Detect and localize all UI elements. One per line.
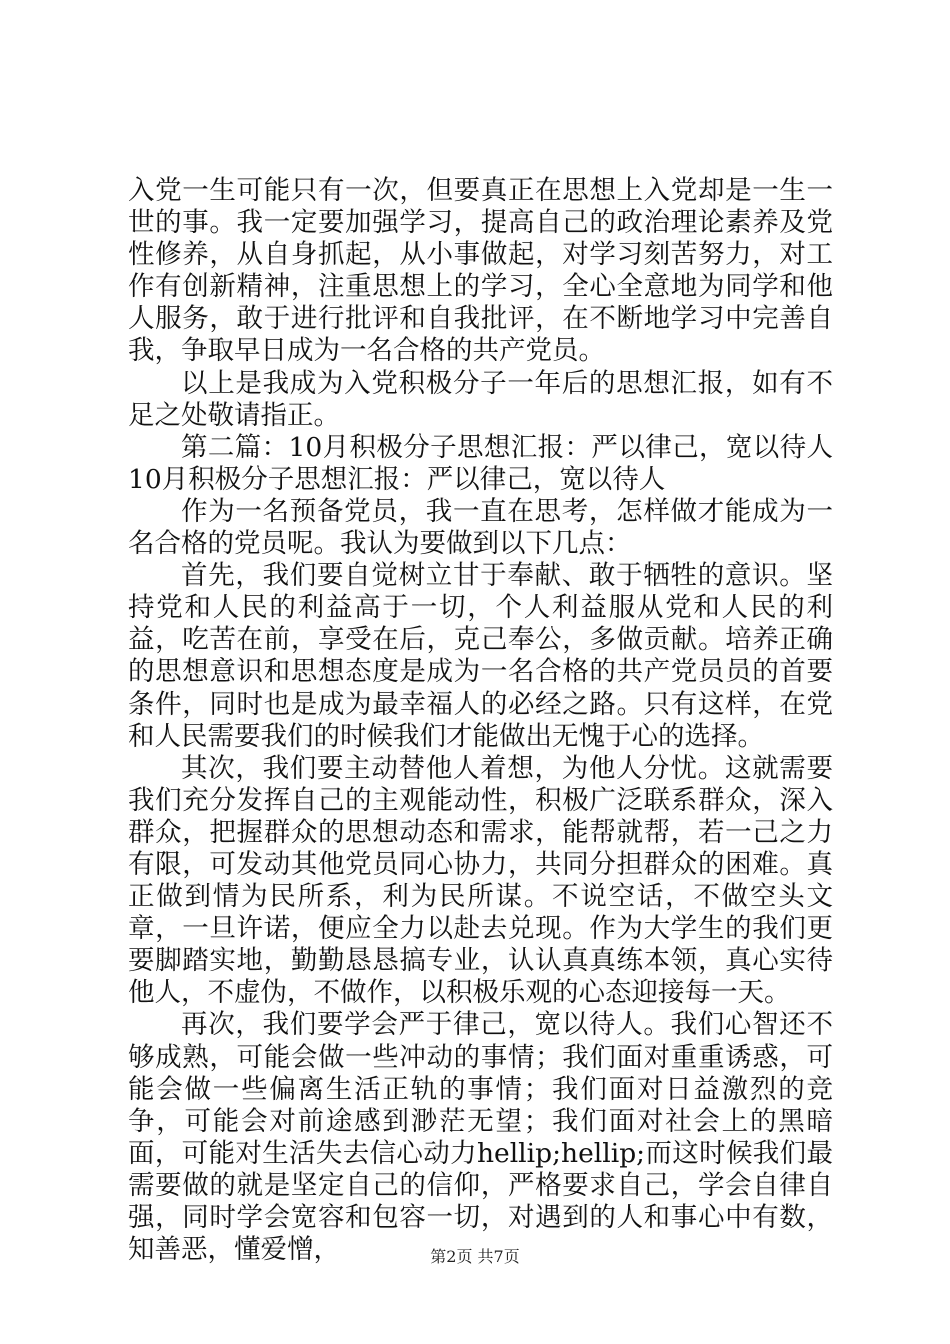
paragraph-5: 其次，我们要主动替他人着想，为他人分忧。这就需要我们充分发挥自己的主观能动性，积极广泛联系群众，深入群众，把握群众的思想动态和需求，能帮就帮，若一己之力有限，可发动其他党员同心协力，共同分担群众的困难。真正做到情为民所系，利为民所谋。不说空话，不做空头文章，一旦许诺，便应全力以赴去兑现。作为大学生的我们更要脚踏实地，勤勤恳恳搞专业，认认真真练本领，真心实待他人，不虚伪，不做作，以积极乐观的心态迎接每一天。 xyxy=(128,752,833,1009)
paragraph-1: 入党一生可能只有一次，但要真正在思想上入党却是一生一世的事。我一定要加强学习，提高自己的政治理论素养及党性修养，从自身抓起，从小事做起，对学习刻苦努力，对工作有创新精神，注重思想上的学习，全心全意地为同学和他人服务，敢于进行批评和自我批评，在不断地学习中完善自我，争取早日成为一名合格的共产党员。 xyxy=(128,175,833,367)
section-heading-2: 第二篇：10月积极分子思想汇报：严以律己，宽以待人 10月积极分子思想汇报：严以律己，宽以待人 xyxy=(128,431,833,495)
document-body xyxy=(128,175,833,1266)
paragraph-6: 再次，我们要学会严于律己，宽以待人。我们心智还不够成熟，可能会做一些冲动的事情；我们面对重重诱惑，可能会做一些偏离生活正轨的事情；我们面对日益激烈的竞争，可能会对前途感到渺茫无望；我们面对社会上的黑暗面，可能对生活失去信心动力hellip;hellip;而这时候我们最需要做的就是坚定自己的信仰，严格要求自己，学会自律自强，同时学会宽容和包容一切，对遇到的人和事心中有数，知善恶，懂爱憎， xyxy=(128,1009,833,1266)
page-footer: 第2页 共7页 xyxy=(430,1247,520,1266)
paragraph-2: 以上是我成为入党积极分子一年后的思想汇报，如有不足之处敬请指正。 xyxy=(128,367,833,431)
paragraph-3: 作为一名预备党员，我一直在思考，怎样做才能成为一名合格的党员呢。我认为要做到以下几点： xyxy=(128,495,833,560)
paragraph-4: 首先，我们要自觉树立甘于奉献、敢于牺牲的意识。坚持党和人民的利益高于一切，个人利益服从党和人民的利益，吃苦在前，享受在后，克己奉公，多做贡献。培养正确的思想意识和思想态度是成为一名合格的共产党员员的首要条件，同时也是成为最幸福人的必经之路。只有这样，在党和人民需要我们的时候我们才能做出无愧于心的选择。 xyxy=(128,560,833,752)
